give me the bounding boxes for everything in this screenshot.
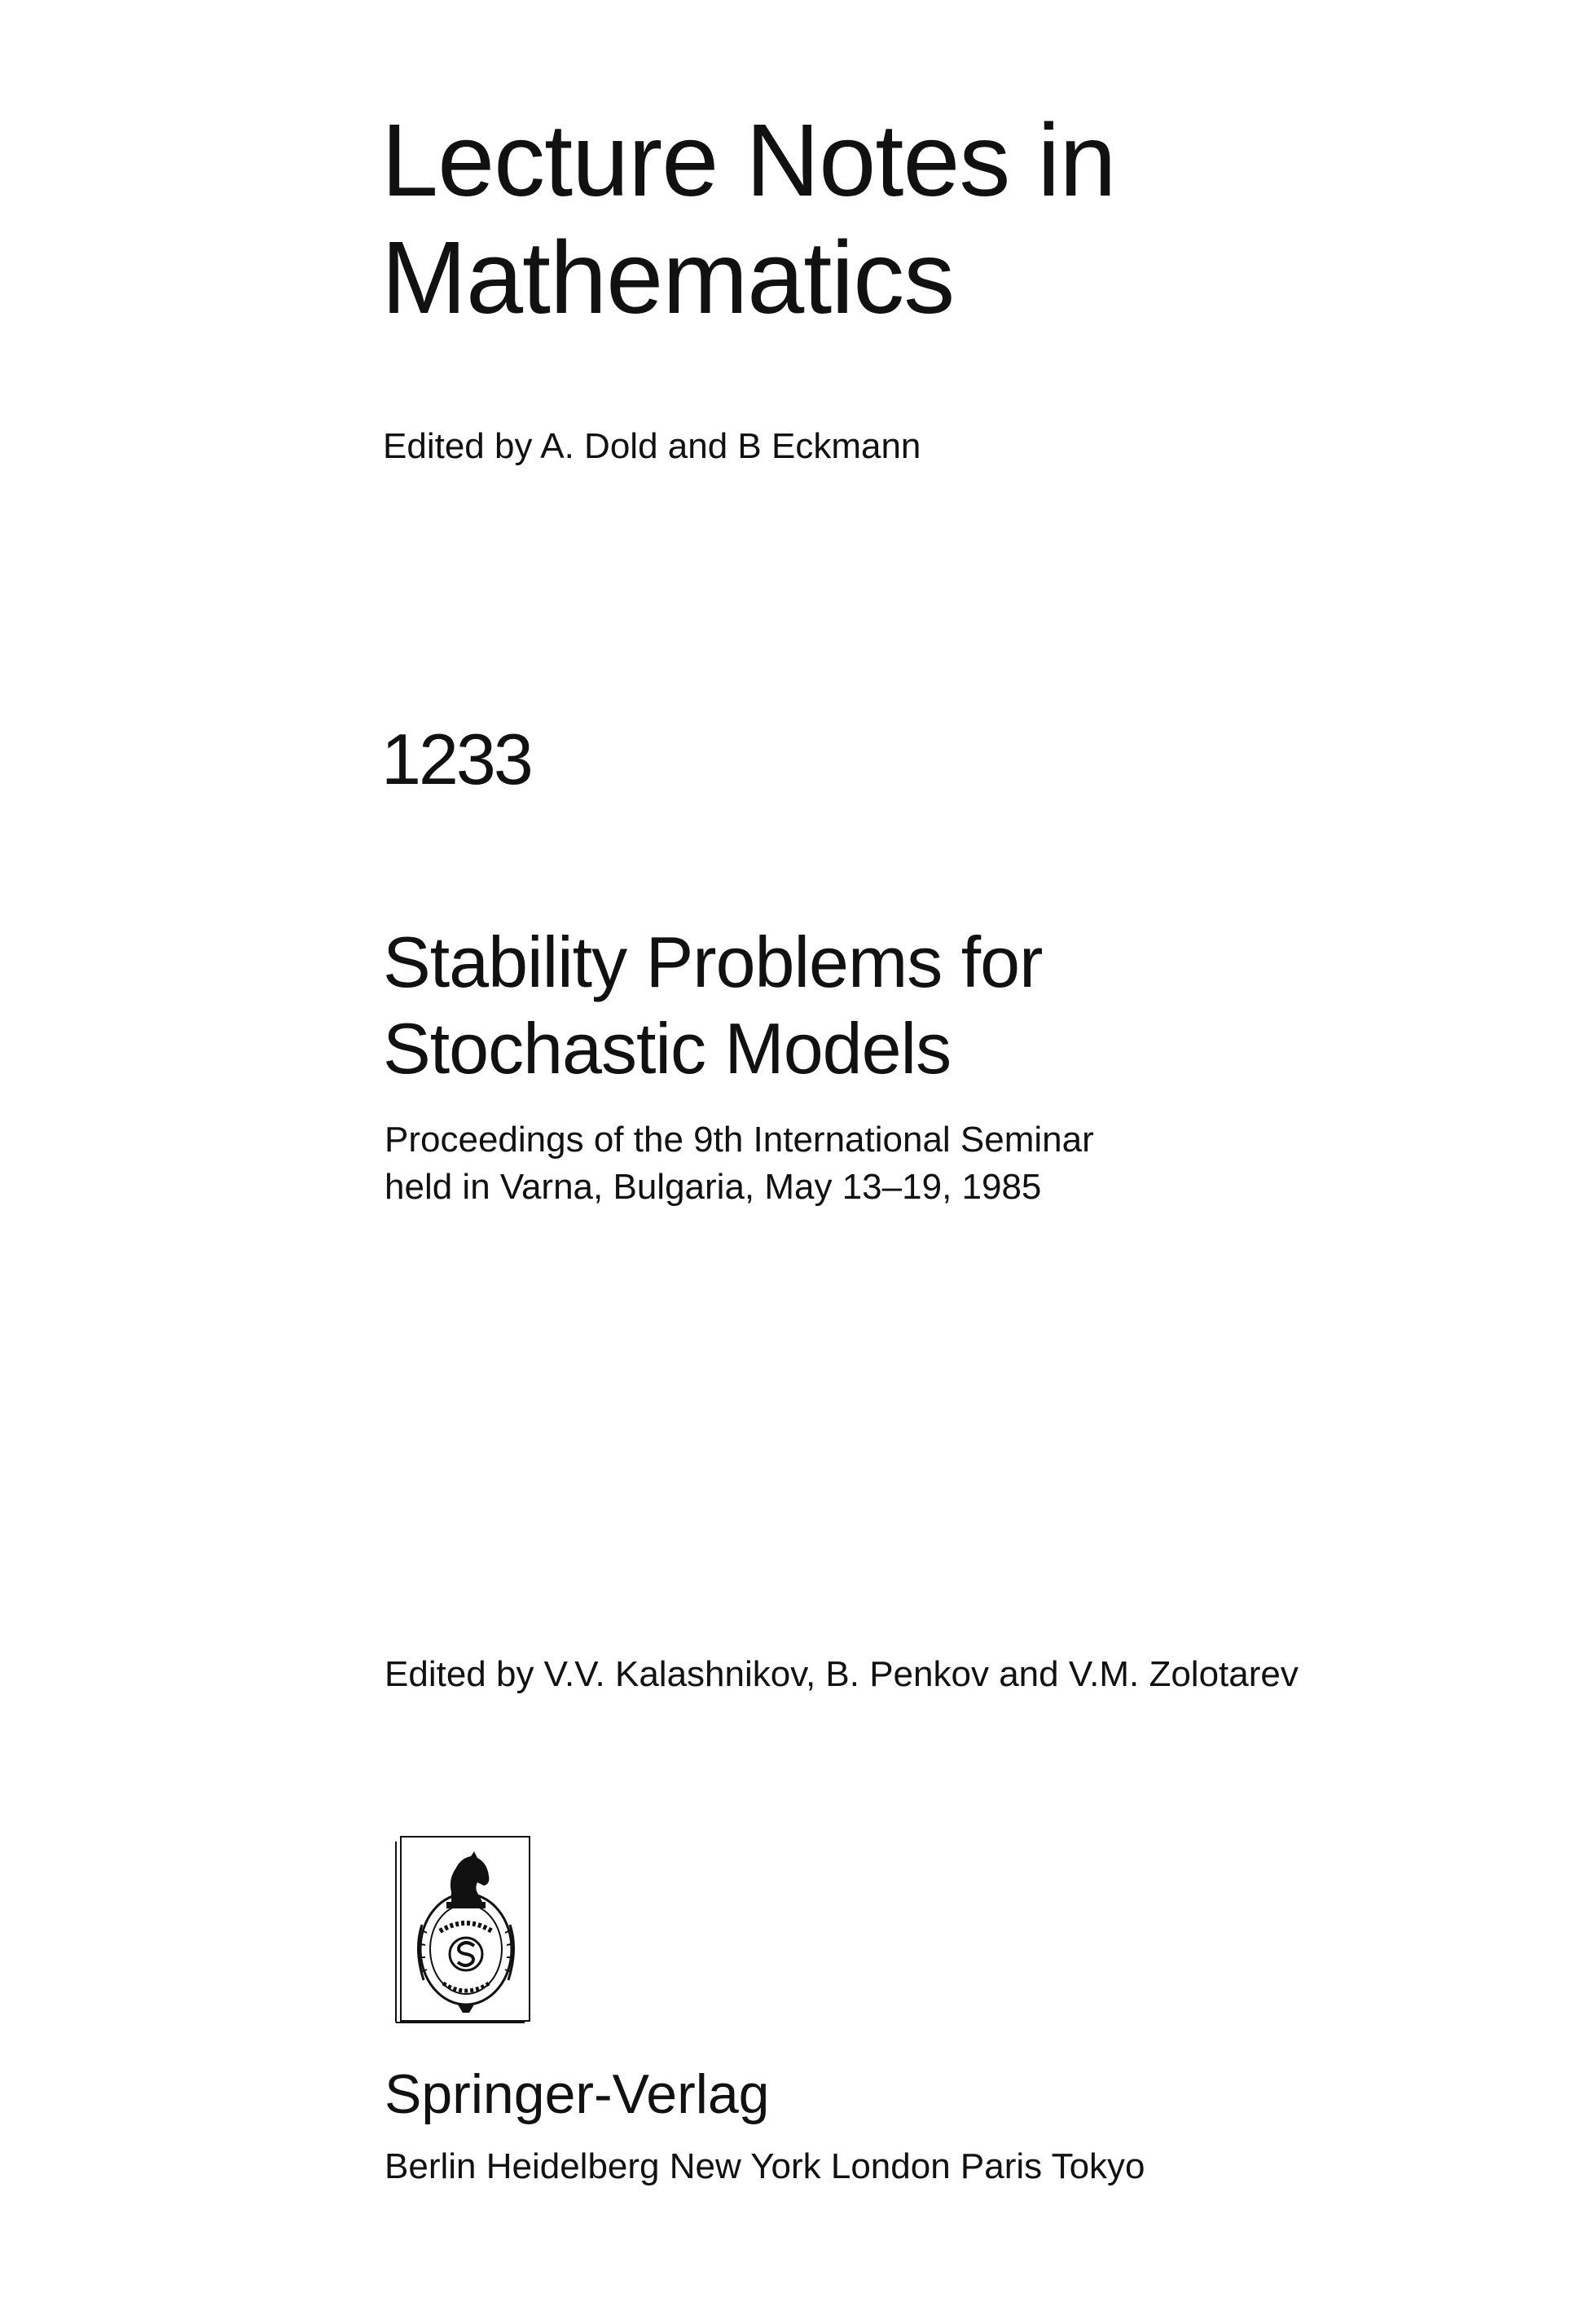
book-title-line-1: Stability Problems for bbox=[383, 922, 1043, 1002]
publisher-cities: Berlin Heidelberg New York London Paris Tokyo bbox=[385, 2146, 1145, 2186]
springer-knight-logo-icon bbox=[394, 1835, 533, 2024]
series-title-line-2: Mathematics bbox=[381, 220, 955, 335]
volume-number: 1233 bbox=[381, 719, 531, 799]
series-title-line-1: Lecture Notes in bbox=[381, 103, 1116, 218]
series-editors: Edited by A. Dold and B Eckmann bbox=[383, 426, 921, 466]
publisher-name: Springer-Verlag bbox=[385, 2063, 770, 2125]
book-subtitle bbox=[385, 1116, 1094, 1211]
book-title bbox=[383, 919, 1042, 1092]
book-subtitle-line-1: Proceedings of the 9th International Seminar bbox=[385, 1120, 1094, 1160]
volume-editors: Edited by V.V. Kalashnikov, B. Penkov and V.M. Zolotarev bbox=[385, 1654, 1299, 1694]
series-title bbox=[381, 102, 1116, 337]
book-subtitle-line-2: held in Varna, Bulgaria, May 13–19, 1985 bbox=[385, 1167, 1042, 1207]
book-title-line-2: Stochastic Models bbox=[383, 1008, 952, 1089]
